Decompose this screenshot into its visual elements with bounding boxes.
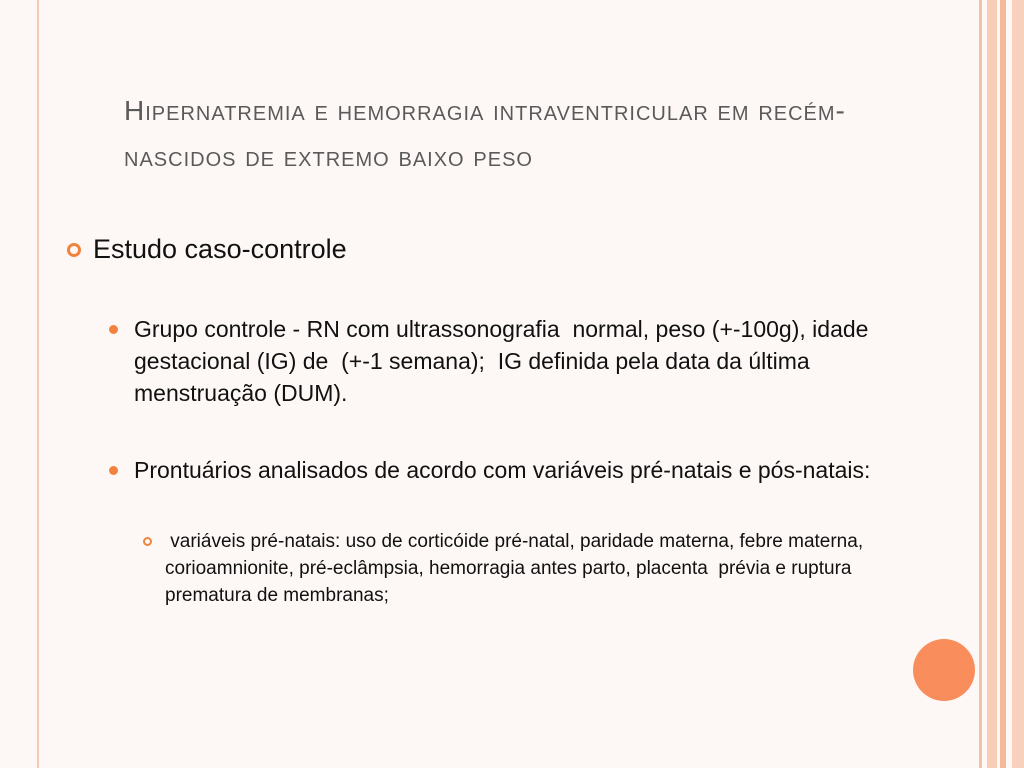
decorative-circle xyxy=(913,639,975,701)
bullet-level2 xyxy=(109,454,879,486)
ring-bullet-icon xyxy=(67,243,81,257)
bullet-level1-text: Estudo caso-controle xyxy=(93,234,347,264)
bullet-level3-text: variáveis pré-natais: uso de corticóide pré-natal, paridade materna, febre materna, corioamnionite, pré-eclâmpsia, hemorragia antes parto, placenta prévia e ruptura prematura de membranas; xyxy=(165,531,869,606)
bullet-level2 xyxy=(109,313,879,409)
bullet-level2-text: Prontuários analisados de acordo com variáveis pré-natais e pós-natais: xyxy=(134,457,871,483)
dot-bullet-icon xyxy=(109,466,118,475)
left-decorative-rule xyxy=(37,0,39,768)
bullet-level2-text: Grupo controle - RN com ultrassonografia normal, peso (+-100g), idade gestacional (IG) de (+-1 semana); IG definida pela data da última menstruação (DUM). xyxy=(134,316,875,406)
bullet-level1 xyxy=(67,232,347,266)
ring-bullet-icon xyxy=(143,537,152,546)
right-stripe xyxy=(987,0,997,768)
dot-bullet-icon xyxy=(109,325,118,334)
slide-title: Hipernatremia e hemorragia intraventricular em recém-nascidos de extremo baixo peso xyxy=(124,95,846,172)
right-stripe xyxy=(1012,0,1024,768)
right-stripe xyxy=(979,0,982,768)
bullet-level3 xyxy=(143,528,873,609)
right-stripe xyxy=(1000,0,1006,768)
